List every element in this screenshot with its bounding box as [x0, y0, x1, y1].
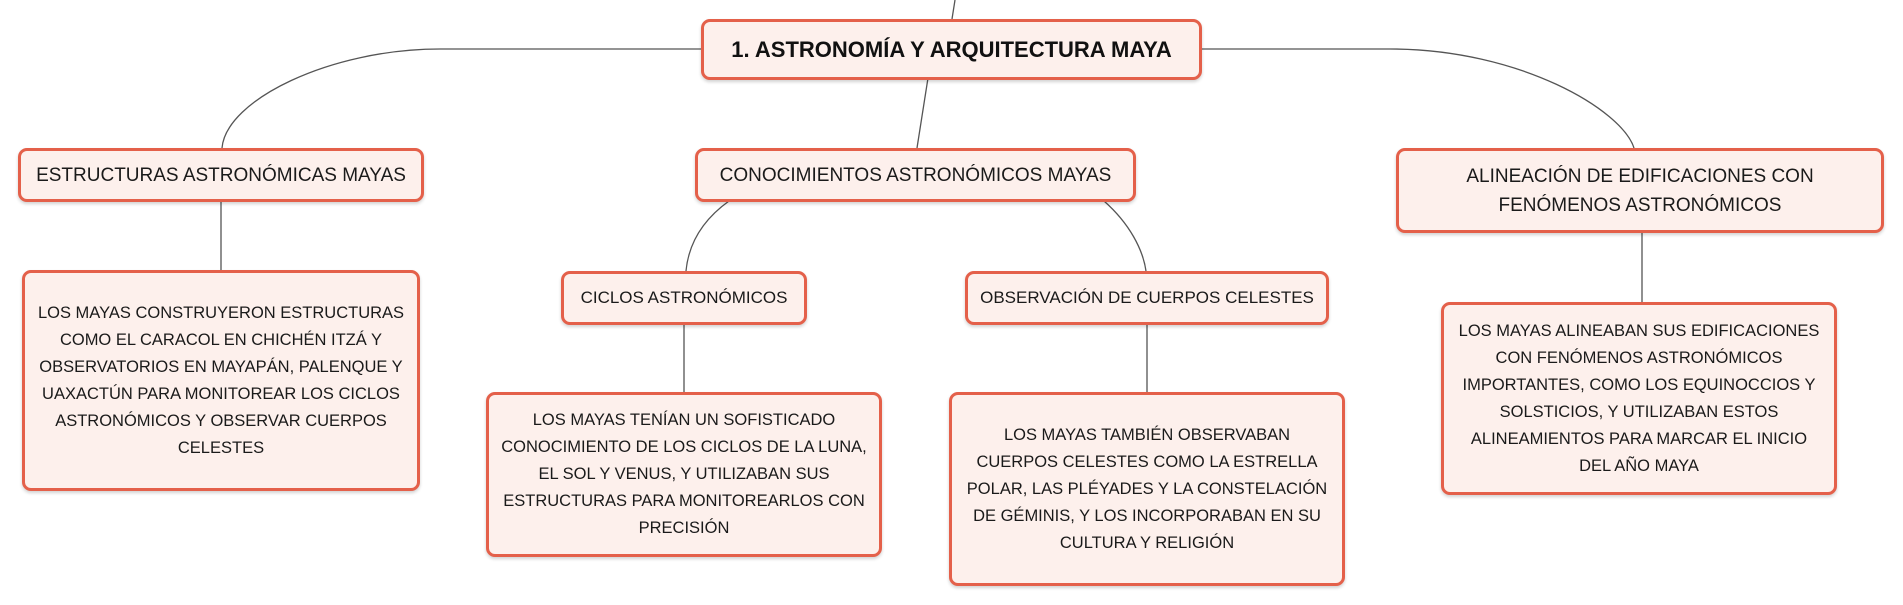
subtopic-ciclos-astronomicos[interactable] [561, 271, 807, 325]
detail-alineacion-text: LOS MAYAS ALINEABAN SUS EDIFICACIONES CON FENÓMENOS ASTRONÓMICOS IMPORTANTES, COMO LOS EQUINOCCIOS Y SOLSTICIOS, Y UTILIZABAN ESTOS ALINEAMIENTOS PARA MARCAR EL INICIO DEL AÑO MAYA [1458, 321, 1820, 475]
subtopic-observacion-title: OBSERVACIÓN DE CUERPOS CELESTES [980, 288, 1314, 307]
detail-observacion-text: LOS MAYAS TAMBIÉN OBSERVABAN CUERPOS CELESTES COMO LA ESTRELLA POLAR, LAS PLÉYADES Y LA CONSTELACIÓN DE GÉMINIS, Y LOS INCORPORABAN EN SU CULTURA Y RELIGIÓN [966, 425, 1328, 552]
detail-estructuras-text: LOS MAYAS CONSTRUYERON ESTRUCTURAS COMO EL CARACOL EN CHICHÉN ITZÁ Y OBSERVATORIOS EN MAYAPÁN, PALENQUE Y UAXACTÚN PARA MONITOREAR LOS CICLOS ASTRONÓMICOS Y OBSERVAR CUERPOS CELESTES [37, 303, 405, 457]
connector-root-conocimientos [917, 78, 928, 148]
topic-alineacion-edificaciones[interactable] [1396, 148, 1884, 233]
connector-conocimientos-ciclos [686, 201, 729, 271]
topic-alineacion-title: ALINEACIÓN DE EDIFICACIONES CON FENÓMENOS ASTRONÓMICOS [1466, 165, 1814, 216]
connector-root-alineacion [1198, 49, 1634, 148]
detail-alineacion[interactable] [1441, 302, 1837, 495]
root-topic-title: 1. ASTRONOMÍA Y ARQUITECTURA MAYA [731, 36, 1172, 62]
topic-estructuras-title: ESTRUCTURAS ASTRONÓMICAS MAYAS [36, 164, 406, 186]
connector-conocimientos-observacion [1104, 201, 1146, 271]
topic-conocimientos-title: CONOCIMIENTOS ASTRONÓMICOS MAYAS [719, 164, 1112, 186]
topic-estructuras-astronomicas[interactable] [18, 148, 424, 202]
detail-observacion[interactable] [949, 392, 1345, 586]
detail-ciclos-text: LOS MAYAS TENÍAN UN SOFISTICADO CONOCIMIENTO DE LOS CICLOS DE LA LUNA, EL SOL Y VENUS, Y UTILIZABAN SUS ESTRUCTURAS PARA MONITOREARLOS CON PRECISIÓN [501, 411, 867, 537]
subtopic-ciclos-title: CICLOS ASTRONÓMICOS [580, 288, 788, 307]
topic-conocimientos-astronomicos[interactable] [695, 148, 1136, 202]
subtopic-observacion-cuerpos-celestes[interactable] [965, 271, 1329, 325]
connector-root-estructuras [222, 49, 702, 148]
detail-ciclos[interactable] [486, 392, 882, 557]
connector-from-above [952, 0, 955, 19]
detail-estructuras[interactable] [22, 270, 420, 491]
root-topic-node[interactable] [701, 19, 1202, 80]
